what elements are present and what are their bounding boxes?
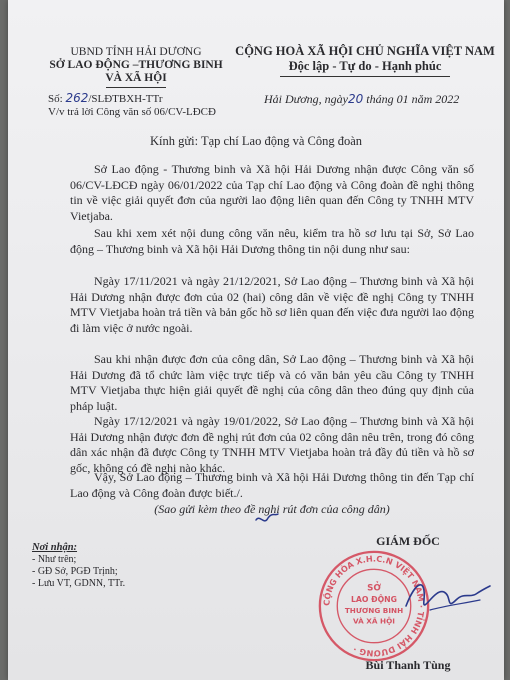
recipient-line: Kính gửi: Tạp chí Lao động và Công đoàn [149,134,363,148]
recipients-list [32,542,125,590]
body-paragraph: Sở Lao động - Thương binh và Xã hội Hải Dương nhận được Công văn số 06/CV-LĐCĐ ngày 06/01/2022 của Tạp chí Lao động và Công đoàn đề nghị thông tin về việc giải quyết đơn của người lao động liên quan đến Công ty TNHH MTV Vietjaba. [70,162,474,223]
recipient-item: - Lưu VT, GDNN, TTr. [32,578,126,589]
department-name-line2: VÀ XÃ HỘI [105,72,167,84]
agency-underline [106,87,166,88]
handwritten-signature [400,566,492,626]
signer-name: Bùi Thanh Tùng [365,658,451,672]
body-paragraph: Sau khi nhận được đơn của công dân, Sở Lao động – Thương binh và Xã hội Hải Dương đã tổ chức làm việc trực tiếp và có văn bản yêu cầu Công ty TNHH MTV Vietjaba thực hiện giải quyết đề nghị của công dân theo đúng quy định của pháp luật. [70,352,474,413]
document-reference [48,92,216,119]
handwritten-day: 20 [347,92,364,106]
province-committee: UBND TỈNH HẢI DƯƠNG [70,46,202,58]
document-number: Số: 262/SLĐTBXH-TTr [48,91,163,105]
signer-title: GIÁM ĐỐC [376,534,440,548]
country-name: CỘNG HOÀ XÃ HỘI CHỦ NGHĨA VIỆT NAM [235,44,495,58]
department-name-line1: SỞ LAO ĐỘNG –THƯƠNG BINH [49,59,223,71]
seal-center-text: SỞ [367,583,381,594]
recipient-item: - Như trên; [32,554,77,565]
handwritten-mark-icon [254,510,280,528]
recipient-item: - GĐ Sở, PGĐ Trịnh; [32,566,118,577]
body-paragraph: Ngày 17/11/2021 và ngày 21/12/2021, Sở Lao động – Thương binh và Xã hội Hải Dương nhận được đơn của 02 (hai) công dân về việc đề nghị Công ty TNHH MTV Vietjaba hoàn trả tiền và bản gốc hồ sơ liên quan đến việc đưa người lao động đi làm việc ở nước ngoài. [70,274,474,335]
seal-center-text: THƯƠNG BINH [344,605,404,615]
body-paragraph: Ngày 17/12/2021 và ngày 19/01/2022, Sở Lao động – Thương binh và Xã hội Hải Dương nhận được đơn đề nghị rút đơn của 02 công dân nêu trên, trong đó công dân xác nhận đã được Công ty TNHH MTV Vietjaba hoàn trả đầy đủ tiền và hồ sơ gốc, không có đề nghị nào khác. [70,414,474,475]
handwritten-number: 262 [65,91,89,105]
national-motto: Độc lập - Tự do - Hạnh phúc [288,59,442,73]
seal-center-text: LAO ĐỘNG [351,595,397,605]
document-page [8,0,504,680]
body-paragraph: Sau khi xem xét nội dung công văn nêu, kiểm tra hồ sơ lưu tại Sở, Sở Lao động – Thương binh và Xã hội Hải Dương thông tin nội dung như sau: [70,226,474,256]
recipients-title: Nơi nhận: [32,542,78,553]
attachment-note: (Sao gửi kèm theo đề nghị rút đơn của công dân) [154,502,390,516]
body-paragraph: Vậy, Sở Lao động – Thương binh và Xã hội Hải Dương thông tin đến Tạp chí Lao động và Công đoàn được biết./. [70,470,474,500]
seal-ring-text: CỘNG HÒA X.H.C.N VIỆT NAM · TỈNH HẢI DƯƠNG · [321,553,427,659]
national-motto-block [234,44,496,77]
document-subject: V/v trả lời Công văn số 06/CV-LĐCĐ [48,106,216,118]
seal-center-text: VÀ XÃ HỘI [353,616,395,626]
motto-underline [280,76,450,77]
issuing-agency-block [48,46,224,88]
document-date: Hải Dương, ngày20 tháng 01 năm 2022 [264,92,460,106]
